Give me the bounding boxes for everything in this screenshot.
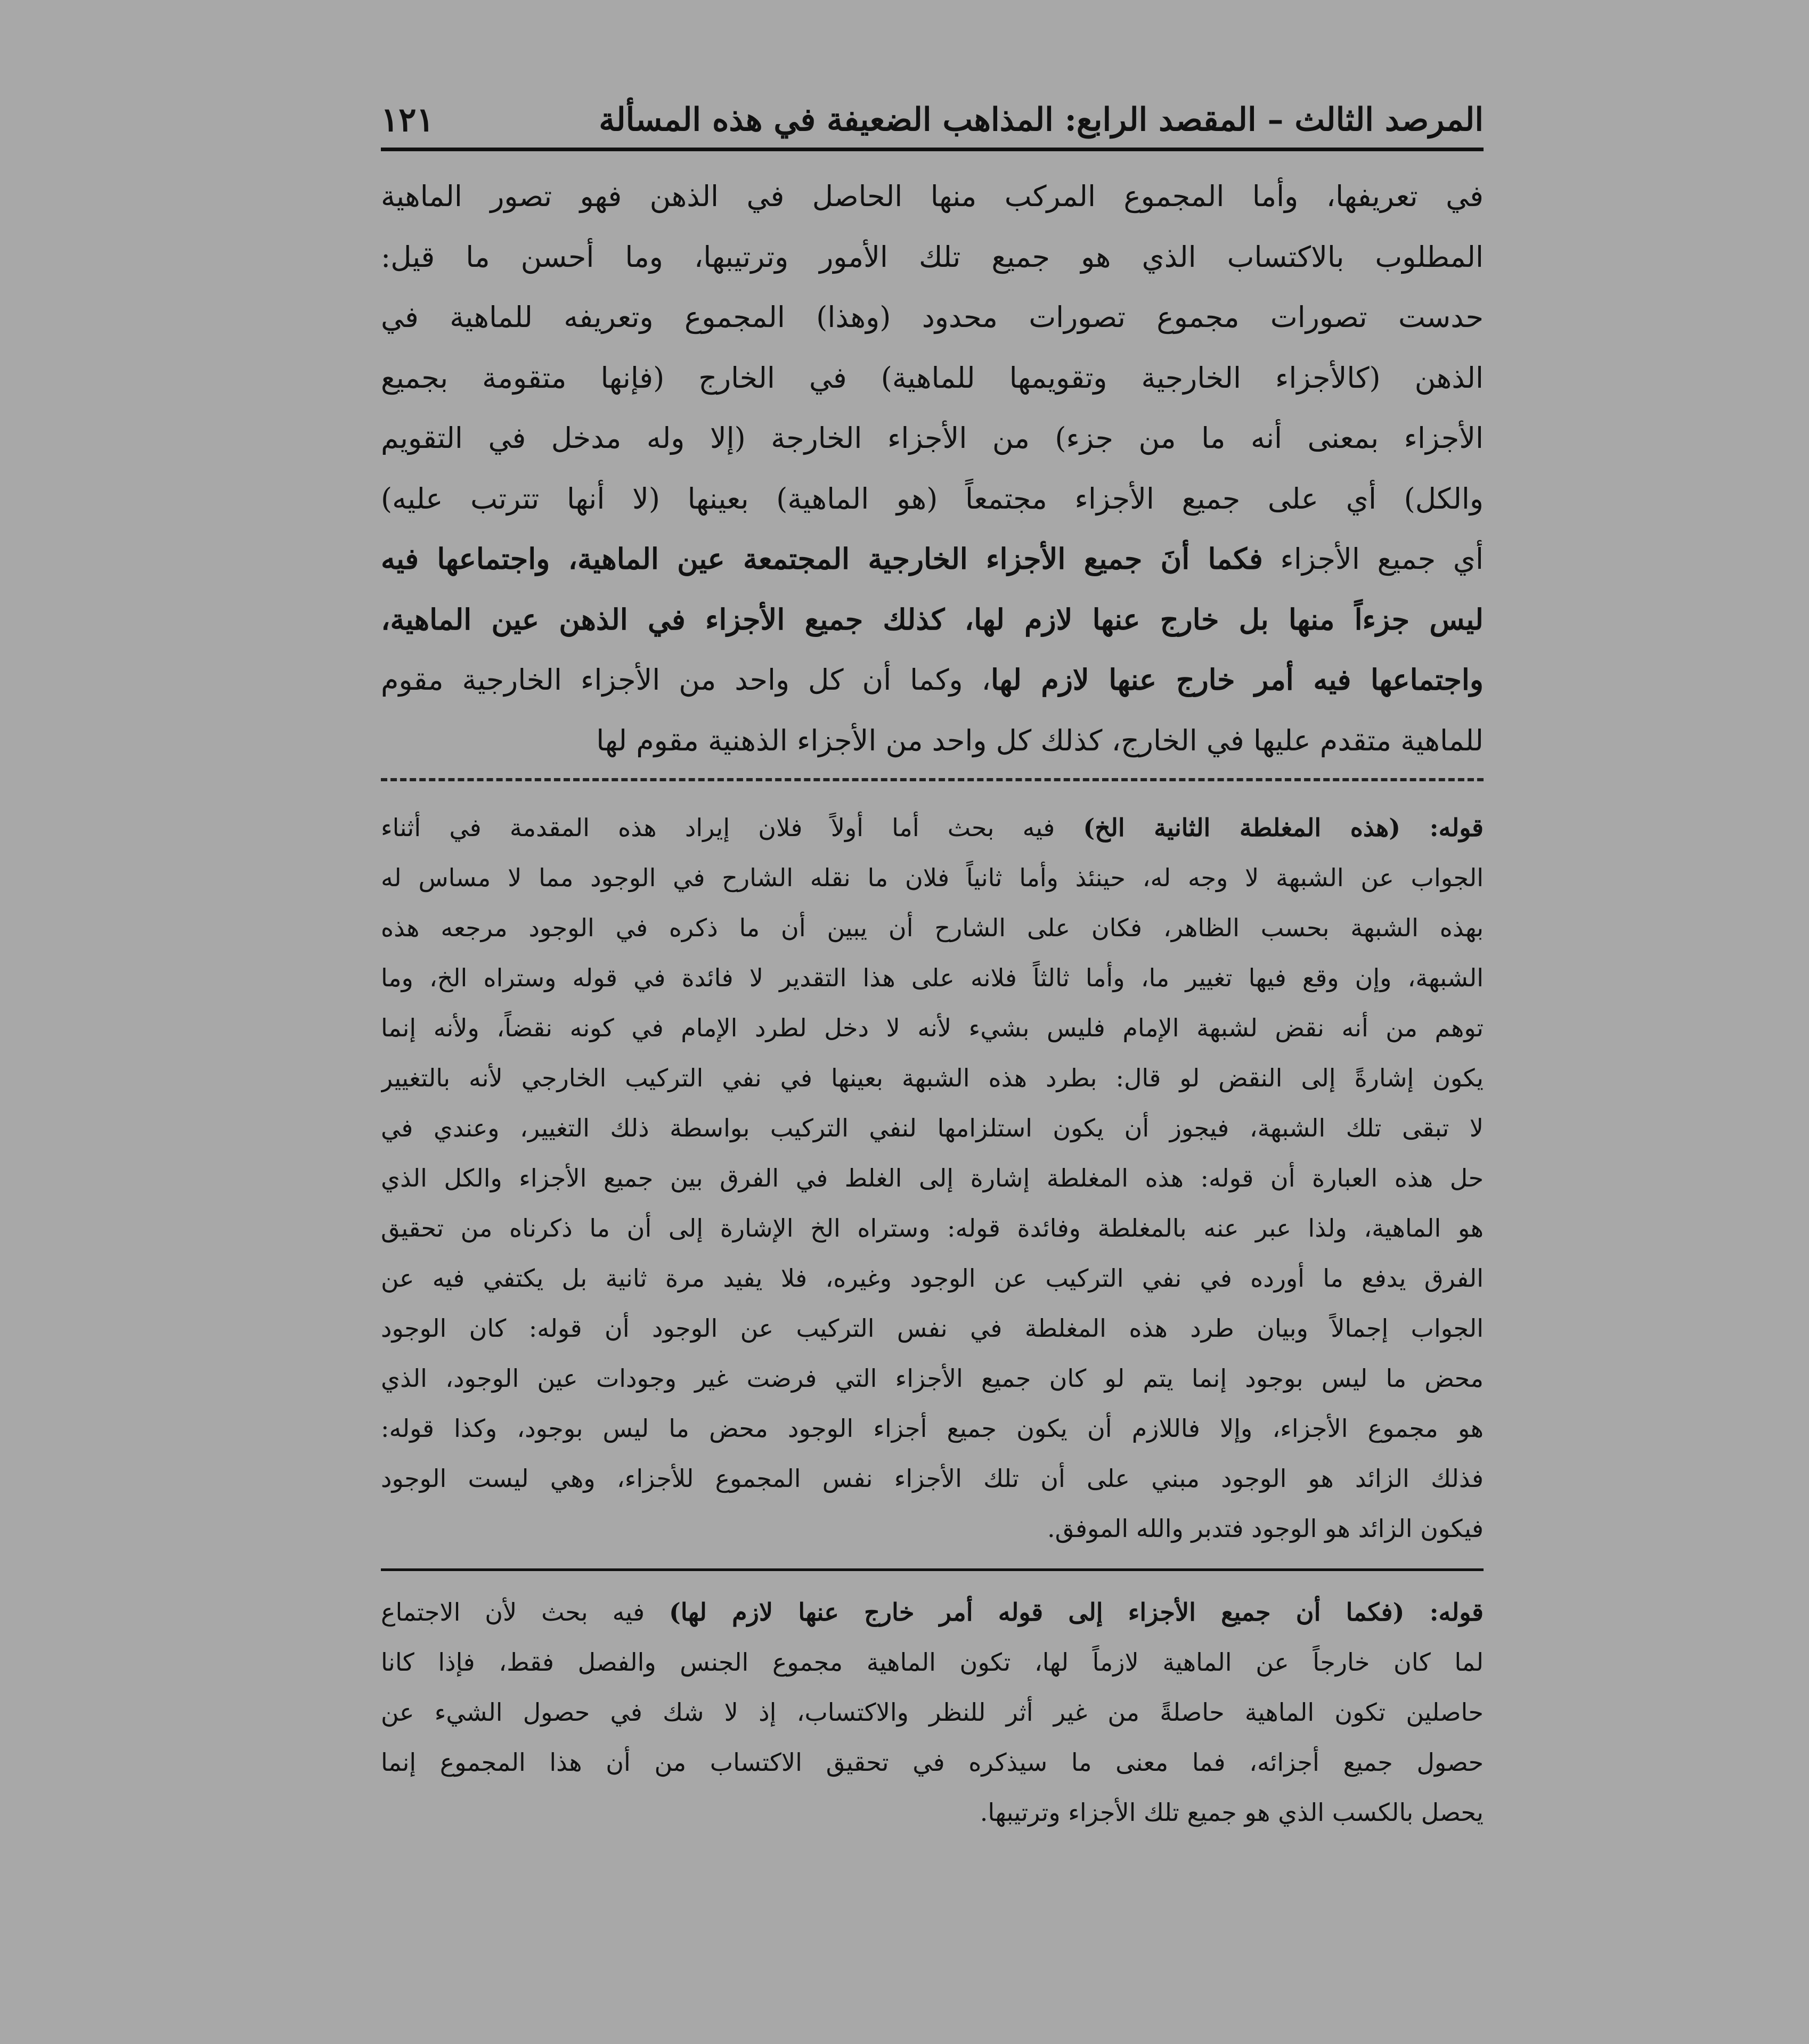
text-span: ، وكما أن كل واحد من الأجزاء الخارجية مقوم (381, 663, 991, 697)
text-line: لا تبقى تلك الشبهة، فيجوز أن يكون استلزامها لنفي التركيب بواسطة ذلك التغيير، وعندي في (381, 1114, 1484, 1142)
running-header (381, 91, 1484, 151)
text-span: أي جميع الأجزاء (1262, 542, 1484, 576)
text-line (381, 803, 1484, 853)
chapter-title: المرصد الثالث – المقصد الرابع: المذاهب الضعيفة في هذه المسألة (599, 101, 1484, 138)
horizontal-rule (381, 1568, 1484, 1571)
bold-text: واجتماعها فيه أمر خارج عنها لازم لها (991, 663, 1484, 697)
book-page (381, 91, 1484, 1837)
commentary-1 (381, 803, 1484, 1554)
text-line: الجواب إجمالاً وبيان طرد هذه المغلطة في نفس التركيب عن الوجود أن قوله: كان الوجود (381, 1314, 1484, 1343)
text-line (381, 1587, 1484, 1637)
text-line (381, 529, 1484, 590)
text-line (381, 590, 1484, 650)
text-line: محض ما ليس بوجود إنما يتم لو كان جميع الأجزاء التي فرضت غير وجودات عين الوجود، الذي (381, 1364, 1484, 1393)
text-line: يكون إشارةً إلى النقض لو قال: بطرد هذه الشبهة بعينها في نفي التركيب الخارجي لأنه بالتغيير (381, 1064, 1484, 1092)
text-line: حصول جميع أجزائه، فما معنى ما سيذكره في تحقيق الاكتساب من أن هذا المجموع إنما (381, 1748, 1484, 1777)
commentary-lead: قوله: (هذه المغلطة الثانية الخ) (1083, 813, 1484, 842)
dashed-separator (381, 778, 1484, 781)
text-span: فيه بحث أما أولاً فلان إيراد هذه المقدمة في أثناء (381, 813, 1083, 842)
commentary-2 (381, 1587, 1484, 1837)
text-line: في تعريفها، وأما المجموع المركب منها الحاصل في الذهن فهو تصور الماهية (381, 179, 1484, 213)
text-line: حدست تصورات مجموع تصورات محدود (وهذا) المجموع وتعريفه للماهية في (381, 300, 1484, 334)
text-line: الشبهة، وإن وقع فيها تغيير ما، وأما ثالثاً فلانه على هذا التقدير لا فائدة في قوله وستراه الخ، وما (381, 963, 1484, 992)
text-line: يحصل بالكسب الذي هو جميع تلك الأجزاء وترتيبها. (980, 1798, 1484, 1827)
text-line: المطلوب بالاكتساب الذي هو جميع تلك الأمور وترتيبها، وما أحسن ما قيل: (381, 240, 1484, 274)
page-number: ١٢١ (381, 100, 434, 139)
text-line: الذهن (كالأجزاء الخارجية وتقويمها للماهية) في الخارج (فإنها متقومة بجميع (381, 361, 1484, 395)
bold-text: ليس جزءاً منها بل خارج عنها لازم لها، كذلك جميع الأجزاء في الذهن عين الماهية، (381, 602, 1484, 636)
text-line: للماهية متقدم عليها في الخارج، كذلك كل واحد من الأجزاء الذهنية مقوم لها (596, 723, 1484, 757)
text-line: الجواب عن الشبهة لا وجه له، حينئذ وأما ثانياً فلان ما نقله الشارح في الوجود مما لا مساس له (381, 863, 1484, 892)
text-line: توهم من أنه نقض لشبهة الإمام فليس بشيء لأنه لا دخل لطرد الإمام في كونه نقضاً، ولأنه إنما (381, 1013, 1484, 1042)
text-line: الفرق يدفع ما أورده في نفي التركيب عن الوجود وغيره، فلا يفيد مرة ثانية بل يكتفي فيه عن (381, 1264, 1484, 1293)
text-line: والكل) أي على جميع الأجزاء مجتمعاً (هو الماهية) بعينها (لا أنها تترتب عليه) (381, 481, 1484, 516)
main-text (381, 166, 1484, 771)
text-line: فذلك الزائد هو الوجود مبني على أن تلك الأجزاء نفس المجموع للأجزاء، وهي ليست الوجود (381, 1464, 1484, 1493)
text-line: فيكون الزائد هو الوجود فتدبر والله الموفق. (1047, 1514, 1484, 1543)
commentary-lead: قوله: (فكما أن جميع الأجزاء إلى قوله أمر خارج عنها لازم لها) (669, 1598, 1484, 1626)
text-line: حل هذه العبارة أن قوله: هذه المغلطة إشارة إلى الغلط في الفرق بين جميع الأجزاء والكل الذي (381, 1164, 1484, 1192)
text-line (381, 650, 1484, 710)
text-line: هو الماهية، ولذا عبر عنه بالمغلطة وفائدة قوله: وستراه الخ الإشارة إلى أن ما ذكرناه من تحقيق (381, 1214, 1484, 1242)
text-line: حاصلين تكون الماهية حاصلةً من غير أثر للنظر والاكتساب، إذ لا شك في حصول الشيء عن (381, 1698, 1484, 1727)
bold-text: فكما أنَ جميع الأجزاء الخارجية المجتمعة عين الماهية، واجتماعها فيه (381, 542, 1263, 576)
text-line: الأجزاء بمعنى أنه ما من جزء) من الأجزاء الخارجة (إلا وله مدخل في التقويم (381, 421, 1484, 455)
text-span: فيه بحث لأن الاجتماع (381, 1598, 669, 1626)
text-line: هو مجموع الأجزاء، وإلا فاللازم أن يكون جميع أجزاء الوجود محض ما ليس بوجود، وكذا قوله: (381, 1414, 1484, 1443)
text-line: لما كان خارجاً عن الماهية لازماً لها، تكون الماهية مجموع الجنس والفصل فقط، فإذا كانا (381, 1648, 1484, 1677)
text-line: بهذه الشبهة بحسب الظاهر، فكان على الشارح أن يبين أن ما ذكره في الوجود مرجعه هذه (381, 913, 1484, 942)
